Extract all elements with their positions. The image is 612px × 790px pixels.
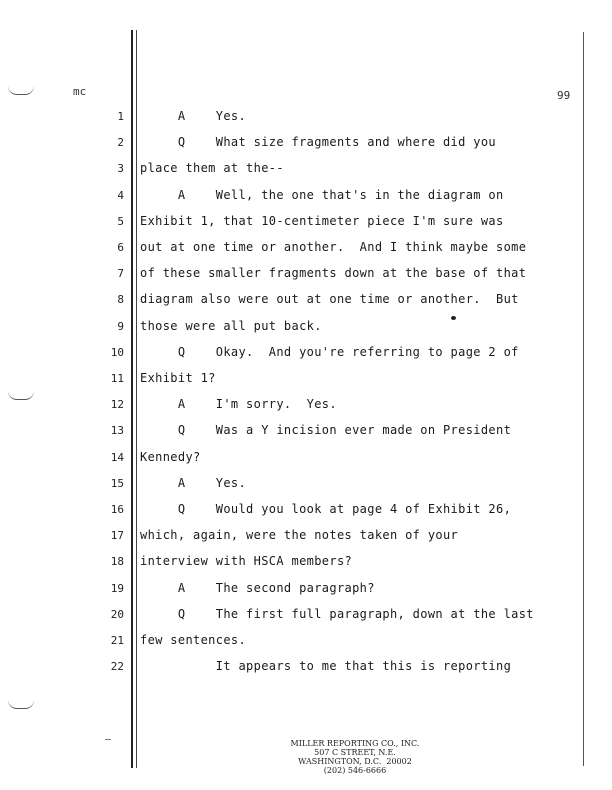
page-number: 99 <box>557 89 571 102</box>
line-number: 19 <box>110 582 124 595</box>
line-text: Kennedy? <box>140 450 201 464</box>
line-number: 12 <box>110 398 124 411</box>
line-number: 10 <box>110 346 124 359</box>
left-margin-rule-inner <box>136 30 137 768</box>
line-number: 4 <box>117 189 124 202</box>
line-text: A I'm sorry. Yes. <box>140 397 337 411</box>
line-text: of these smaller fragments down at the base of that <box>140 266 527 280</box>
reporter-initials: mc <box>73 85 87 98</box>
line-text: Q Was a Y incision ever made on President <box>140 423 512 437</box>
line-text: Q The first full paragraph, down at the last <box>140 607 534 621</box>
line-text: Q Okay. And you're referring to page 2 of <box>140 345 519 359</box>
line-number: 2 <box>117 136 124 149</box>
line-number: 11 <box>110 372 124 385</box>
line-text: A The second paragraph? <box>140 581 375 595</box>
line-number: 9 <box>117 320 124 333</box>
margin-mark <box>8 86 34 95</box>
line-text: place them at the-- <box>140 161 284 175</box>
line-text: A Yes. <box>140 109 247 123</box>
left-margin-rule <box>131 30 133 768</box>
smudge-mark <box>105 739 111 740</box>
line-number: 1 <box>117 110 124 123</box>
line-number: 8 <box>117 293 124 306</box>
line-text: interview with HSCA members? <box>140 554 353 568</box>
line-text: A Yes. <box>140 476 247 490</box>
line-number: 16 <box>110 503 124 516</box>
line-text: few sentences. <box>140 633 247 647</box>
line-number: 22 <box>110 660 124 673</box>
ink-dot <box>451 316 456 320</box>
line-number: 6 <box>117 241 124 254</box>
right-margin-rule <box>583 32 584 766</box>
line-number: 20 <box>110 608 124 621</box>
line-text: diagram also were out at one time or another. But <box>140 292 519 306</box>
margin-mark <box>8 700 34 709</box>
line-number: 7 <box>117 267 124 280</box>
line-text: Q Would you look at page 4 of Exhibit 26, <box>140 502 512 516</box>
footer-phone: (202) 546-6666 <box>323 766 387 775</box>
line-text: out at one time or another. And I think maybe some <box>140 240 527 254</box>
line-number: 3 <box>117 162 124 175</box>
reporter-footer <box>260 739 450 775</box>
line-number: 15 <box>110 477 124 490</box>
line-number: 14 <box>110 451 124 464</box>
line-number: 13 <box>110 424 124 437</box>
line-text: which, again, were the notes taken of your <box>140 528 459 542</box>
line-text: Exhibit 1? <box>140 371 216 385</box>
line-text: Q What size fragments and where did you <box>140 135 497 149</box>
footer-company: MILLER REPORTING CO., INC. <box>290 739 420 748</box>
line-number: 5 <box>117 215 124 228</box>
line-text: It appears to me that this is reporting <box>140 659 512 673</box>
line-text: those were all put back. <box>140 319 322 333</box>
line-number: 17 <box>110 529 124 542</box>
footer-street: 507 C STREET, N.E. <box>314 748 396 757</box>
margin-mark <box>8 391 34 400</box>
line-text: A Well, the one that's in the diagram on <box>140 188 504 202</box>
line-number: 18 <box>110 555 124 568</box>
line-number: 21 <box>110 634 124 647</box>
line-text: Exhibit 1, that 10-centimeter piece I'm sure was <box>140 214 504 228</box>
footer-city: WASHINGTON, D.C. 20002 <box>298 757 412 766</box>
